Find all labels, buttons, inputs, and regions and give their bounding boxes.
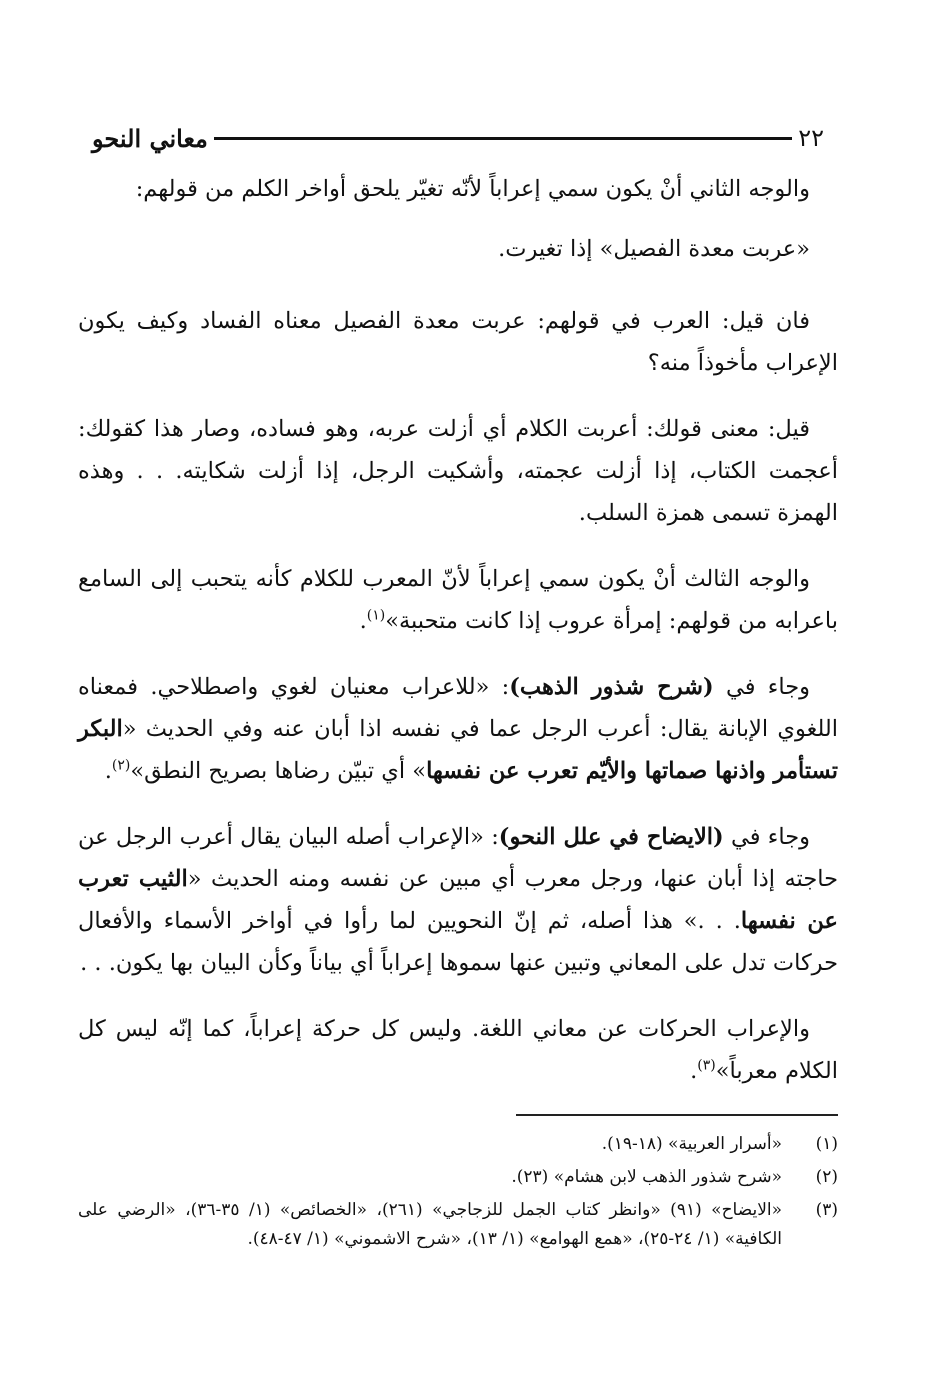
paragraph-8-end: . <box>690 1058 698 1084</box>
paragraph-5 <box>78 558 838 642</box>
page-header <box>78 118 838 158</box>
footnote-number: (١) <box>815 1134 838 1154</box>
page-number: ٢٢ <box>798 124 824 152</box>
paragraph-6-lead: وجاء في <box>713 674 810 700</box>
footnote-3 <box>78 1196 838 1254</box>
paragraph-5-text: والوجه الثالث أنْ يكون سمي إعراباً لأنّ المعرب للكلام كأنه يتحبب إلى السامع باعرابه من قولهم: إمرأة عروب إذا كانت متحببة» <box>78 566 838 634</box>
paragraph-6 <box>78 666 838 792</box>
paragraph-8 <box>78 1008 838 1092</box>
paragraph-3: فان قيل: العرب في قولهم: عربت معدة الفصيل معناه الفساد وكيف يكون الإعراب مأخوذاً منه؟ <box>78 308 838 376</box>
footnote-separator <box>516 1114 838 1116</box>
footnote-ref-3: (٣) <box>697 1057 716 1074</box>
footnote-1 <box>78 1130 838 1159</box>
body-text <box>78 168 838 1116</box>
paragraph-6-text: : «للاعراب معنيان لغوي واصطلاحي. فمعناه اللغوي الإبانة يقال: أعرب الرجل عما في نفسه اذا أبان عنه وفي الحديث « <box>78 674 838 742</box>
paragraph-6-tail: » أي تبيّن رضاها بصريح النطق» <box>130 758 427 784</box>
paragraph-7 <box>78 816 838 984</box>
paragraph-7-text: : «الإعراب أصله البيان يقال أعرب الرجل عن حاجته إذا أبان عنها، ورجل معرب أي مبين عن نفسه ومنه الحديث « <box>78 824 839 892</box>
paragraph-7-lead: وجاء في <box>723 824 810 850</box>
hadith-quote-1: البكر تستأمر واذنها صماتها والأيّم تعرب عن نفسها <box>78 716 838 784</box>
footnote-text: «الايضاح» (٩١) «وانظر كتاب الجمل للزجاجي» (٢٦١)، «الخصائص» (١/ ٣٥-٣٦)، «الرضي على الكافية» (١/ ٢٤-٢٥)، «همع الهوامع» (١/ ١٣)، «شرح الاشموني» (١/ ٤٧-٤٨). <box>78 1200 783 1249</box>
footnote-number: (٣) <box>815 1200 838 1220</box>
footnote-2 <box>78 1163 838 1192</box>
footnotes <box>78 1130 838 1258</box>
source-title-shudhur: (شرح شذور الذهب) <box>509 674 714 700</box>
footnote-ref-2: (٢) <box>111 757 131 774</box>
footnote-number: (٢) <box>815 1167 838 1187</box>
footnote-text: «شرح شذور الذهب لابن هشام» (٢٣). <box>511 1167 782 1187</box>
paragraph-4: قيل: معنى قولك: أعربت الكلام أي أزلت عربه، وهو فساده، وصار هذا كقولك: أعجمت الكتاب، إذا أزلت عجمته، وأشكيت الرجل، إذا أزلت شكايته. . . وهذه الهمزة تسمى همزة السلب. <box>78 416 838 526</box>
footnote-ref-1: (١) <box>366 607 386 624</box>
footnote-text: «أسرار العربية» (١٨-١٩). <box>601 1134 782 1154</box>
paragraph-6-end: . <box>104 758 112 784</box>
paragraph-7-tail: . . .» هذا أصله، ثم إنّ النحويين لما رأوا في أواخر الأسماء والأفعال حركات تدل على المعاني وتبين عنها سموها إعراباً أي بياناً وكأن البيان بها يكون. . . <box>78 908 838 976</box>
hadith-quote-2: الثيب تعرب عن نفسها <box>78 866 838 934</box>
paragraph-1: والوجه الثاني أنْ يكون سمي إعراباً لأنّه تغيّر يلحق أواخر الكلم من قولهم: <box>135 176 810 202</box>
running-title: معاني النحو <box>92 123 208 153</box>
paragraph-2: «عربت معدة الفصيل» إذا تغيرت. <box>498 236 810 262</box>
book-page <box>78 0 838 1394</box>
paragraph-8-text: والإعراب الحركات عن معاني اللغة. وليس كل حركة إعراباً، كما إنّه ليس كل الكلام معرباً» <box>78 1016 838 1084</box>
header-rule <box>214 137 792 140</box>
source-title-idah: (الايضاح في علل النحو) <box>498 824 724 850</box>
paragraph-5-end: . <box>359 608 367 634</box>
